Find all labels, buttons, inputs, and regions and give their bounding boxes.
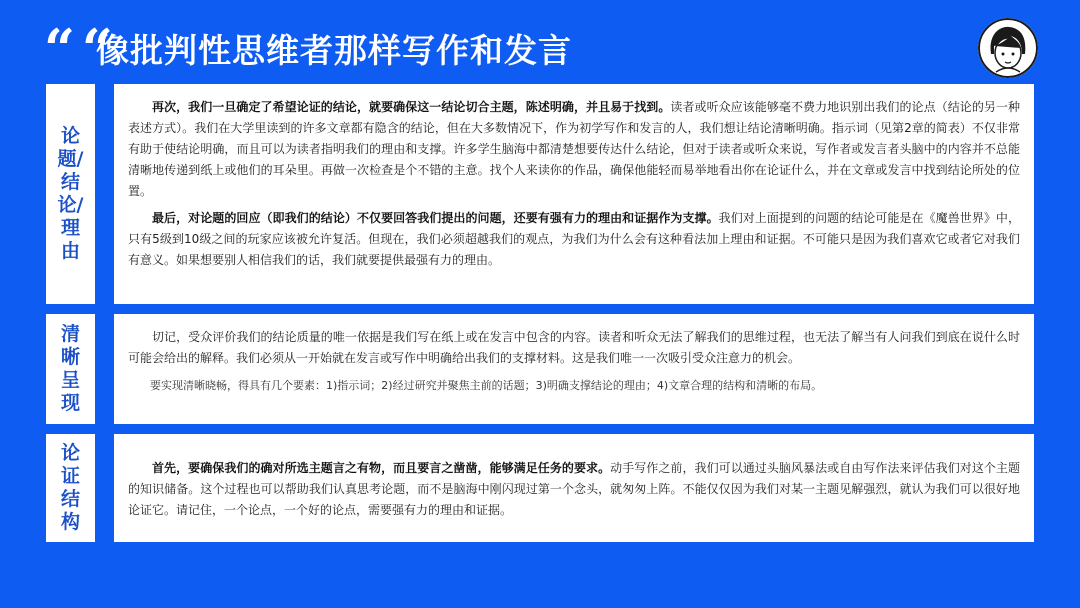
paragraph [128,208,1020,271]
paragraph [128,458,1020,521]
section-label: 论题/结论/理由 [57,125,84,262]
section-label-box [46,434,103,542]
section-label: 论证结构 [60,442,80,533]
paragraph-lead: 再次，我们一旦确定了希望论证的结论，就要确保这一结论切合主题，陈述明确，并且易于找到。 [152,100,671,114]
section-label: 清晰呈现 [60,323,80,414]
paragraph-body: 要实现清晰晓畅，得具有几个要素：1)指示词；2)经过研究并聚焦主前的话题；3)明确支撑结论的理由；4)文章合理的结构和清晰的布局。 [150,379,823,392]
paragraph [128,97,1020,202]
slide-header [0,0,1080,80]
paragraph-body: 读者或听众应该能够毫不费力地识别出我们的论点（结论的另一种表述方式）。我们在大学里读到的许多文章都有隐含的结论，但在大多数情况下，作为初学写作和发言的人，我们想让结论清晰明确。指示词（见第2章的简表）不仅非常有助于使结论明确，而且可以为读者指明我们的理由和支撑。许多学生脑海中都清楚想要传达什么结论，但对于读者或听众来说，写作者或发言者头脑中的内容并不总能清晰地传递到纸上或他们的耳朵里。再做一次检查是个不错的主意。找个人来读你的作品，确保他能轻而易举地看出你在论证什么，并在文章或发言中找到结论所处的位置。 [128,100,1020,198]
avatar-icon [978,18,1038,78]
section-content [114,84,1034,304]
quote-mark-icon: “ “ [44,17,107,81]
paragraph-note [128,375,1020,396]
paragraph-body: 切记，受众评价我们的结论质量的唯一依据是我们写在纸上或在发言中包含的内容。读者和听众无法了解我们的思维过程，也无法了解当有人问我们到底在说什么时可能会给出的解释。我们必须从一开始就在发言或写作中明确给出我们的支撑材料。这是我们唯一一次吸引受众注意力的机会。 [128,330,1020,365]
section-content [114,434,1034,542]
paragraph-body: 我们对上面提到的问题的结论可能是在《魔兽世界》中，只有5级到10级之间的玩家应该被允许复活。但现在，我们必须超越我们的观点，为我们为什么会有这种看法加上理由和证据。不可能只是因为我们喜欢它或者它对我们有意义。如果想要别人相信我们的话，我们就要提供最强有力的理由。 [128,211,1020,267]
page-title: 像批判性思维者那样写作和发言 [96,31,572,70]
paragraph-lead: 首先，要确保我们的确对所选主题言之有物，而且要言之凿凿，能够满足任务的要求。 [152,461,611,475]
paragraph [128,327,1020,369]
section-label-box [46,84,103,304]
paragraph-lead: 最后，对论题的回应（即我们的结论）不仅要回答我们提出的问题，还要有强有力的理由和证据作为支撑。 [152,211,719,225]
paragraph-body: 动手写作之前，我们可以通过头脑风暴法或自由写作法来评估我们对这个主题的知识储备。这个过程也可以帮助我们认真思考论题，而不是脑海中刚闪现过第一个念头，就匆匆上阵。不能仅仅因为我们对某一主题见解强烈，就认为我们可以很好地论证它。请记住，一个论点，一个好的论点，需要强有力的理由和证据。 [128,461,1020,517]
section-content [114,314,1034,424]
section-label-box [46,314,103,424]
